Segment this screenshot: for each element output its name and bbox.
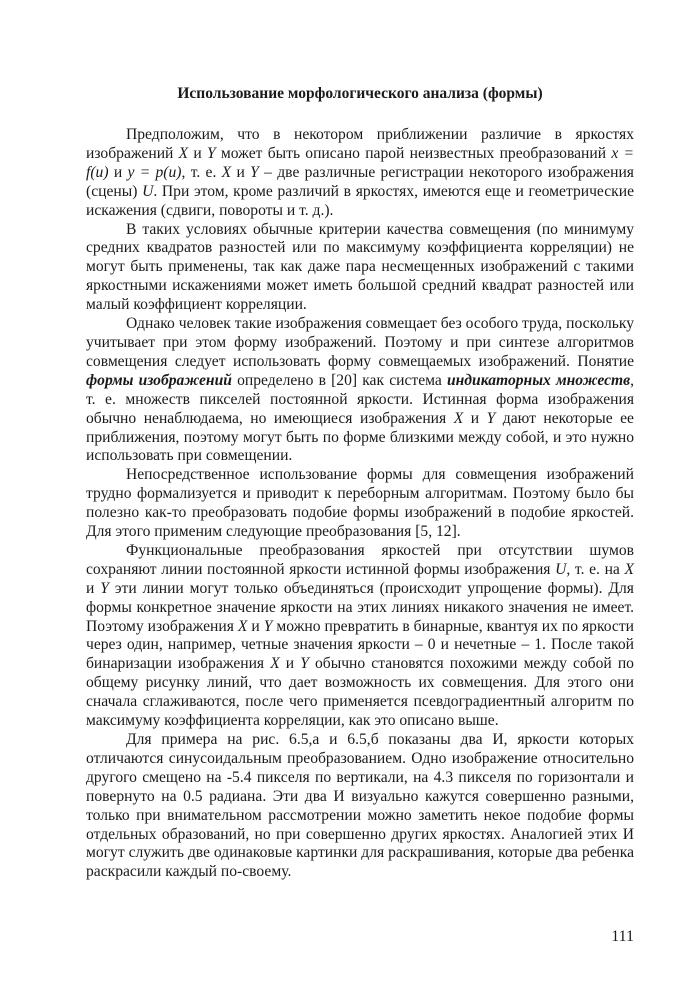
text-run: и — [279, 655, 301, 673]
text-run: Для примера на рис. 6.5,а и 6.5,б показаны два И, яркости которых отличаются синусоидальным преобразованием. Одно изображение относительно другого смещено на -5.4 пикселя по вертикали, на 4.3 пикселя по горизонтали и повернуто на 0.5 радиана. Эти два И визуально кажутся совершенно разными, только при внимательном рассмотрении можно заметить некое подобие формы отдельных образований, но при совершенно других яркостях. Аналогией этих И могут служить две одинаковые картинки для раскрашивания, которые два ребенка раскрасили каждый по-своему. — [86, 731, 634, 881]
text-run: Однако человек такие изображения совмещает без особого труда, поскольку учитывает при этом форму изображений. Поэтому и при синтезе алгоритмов совмещения следует использовать форму совмещаемых изображений. Понятие — [86, 315, 634, 370]
paragraph-2 — [86, 221, 634, 316]
text-run: Функциональные преобразования яркостей при отсутствии шумов сохраняют линии постоянной яркости истинной формы изображения — [86, 541, 634, 578]
text-run: , т. е. на — [566, 560, 625, 578]
text-run: , т. е. — [181, 163, 222, 181]
text-run: и — [86, 579, 101, 597]
emphasized-term: индикаторных множеств — [446, 371, 631, 389]
text-run: может быть описано парой неизвестных преобразований — [215, 144, 612, 162]
italic-term: X — [270, 655, 280, 673]
text-run: . При этом, кроме различий в яркостях, имеются еще и геометрические искажения (сдвиги, повороты и т. д.). — [86, 182, 635, 219]
italic-term: X — [453, 409, 464, 427]
paragraph-3 — [86, 315, 634, 466]
text-run: эти линии могут только объединяться (происходит упрощение формы). Для формы конкретное значение яркости на этих линиях никакого значения не имеет. Поэтому изображения — [86, 579, 634, 635]
italic-term: X — [237, 617, 248, 635]
text-run: и — [231, 163, 251, 181]
paragraph-1 — [86, 126, 634, 221]
text-run: и — [188, 144, 207, 162]
text-run: – две различные регистрации некоторого изображения (сцены) — [86, 163, 634, 200]
text-run: обычно становятся похожими между собой по общему рисунку линий, что дает возможность их совмещения. Для этого они сначала сглаживаются, после чего применяется псевдоградиентный алгоритм по максимуму коэффициента корреляции, как это описано выше. — [86, 655, 634, 730]
text-run: дают некоторые ее приближения, поэтому могут быть по форме близкими между собой, и это нужно использовать при совмещении. — [86, 409, 634, 465]
italic-term: X — [221, 163, 232, 181]
italic-term: Y — [486, 409, 496, 427]
page-number: 111 — [611, 928, 634, 945]
paragraph-4 — [86, 466, 634, 542]
paragraph-6 — [86, 731, 634, 882]
text-run: определено в [20] как система — [231, 371, 447, 389]
italic-term: x = f(u) — [86, 144, 634, 181]
italic-term: U — [555, 560, 567, 578]
text-run: можно превратить в бинарные, квантуя их по яркости через один, например, четные значения яркости – 0 и нечетные – 1. После такой бинаризации изображения — [86, 617, 634, 673]
italic-term: Y — [100, 579, 109, 597]
emphasized-term: формы изображений — [86, 371, 232, 389]
text-run: и — [108, 163, 128, 181]
italic-term: Y — [300, 655, 309, 673]
italic-term: Y — [206, 144, 216, 162]
section-title: Использование морфологического анализа (формы) — [177, 85, 543, 102]
text-run: Непосредственное использование формы для совмещения изображений трудно формализуется и приводит к переборным алгоритмам. Поэтому было бы полезно как-то преобразовать подобие формы изображений в подобие яркостей. Для этого применим следующие преобразования [5, 12]. — [86, 466, 634, 541]
italic-term: Y — [263, 617, 273, 635]
italic-term: X — [624, 560, 635, 578]
text-run: В таких условиях обычные критерии качества совмещения (по минимуму средних квадратов разностей или по максимуму коэффициента корреляции) не могут быть применены, так как даже пара несмещенных изображений с такими яркостными искажениями может иметь большой средний квадрат разностей или малый коэффициент корреляции. — [86, 220, 634, 314]
text-run: Предположим, что в некотором приближении различие в яркостях изображений — [86, 126, 634, 162]
italic-term: y = p(u) — [127, 163, 182, 181]
page-body — [86, 84, 634, 882]
italic-term: U — [142, 182, 154, 200]
text-run: , т. е. множеств пикселей постоянной яркости. Истинная форма изображения обычно ненаблюдаема, но имеющиеся изображения — [86, 371, 634, 427]
body-text — [86, 126, 634, 882]
italic-term: X — [178, 144, 189, 162]
text-run: и — [247, 617, 264, 635]
italic-term: Y — [250, 163, 259, 181]
text-run: и — [463, 409, 487, 427]
paragraph-5 — [86, 542, 634, 731]
